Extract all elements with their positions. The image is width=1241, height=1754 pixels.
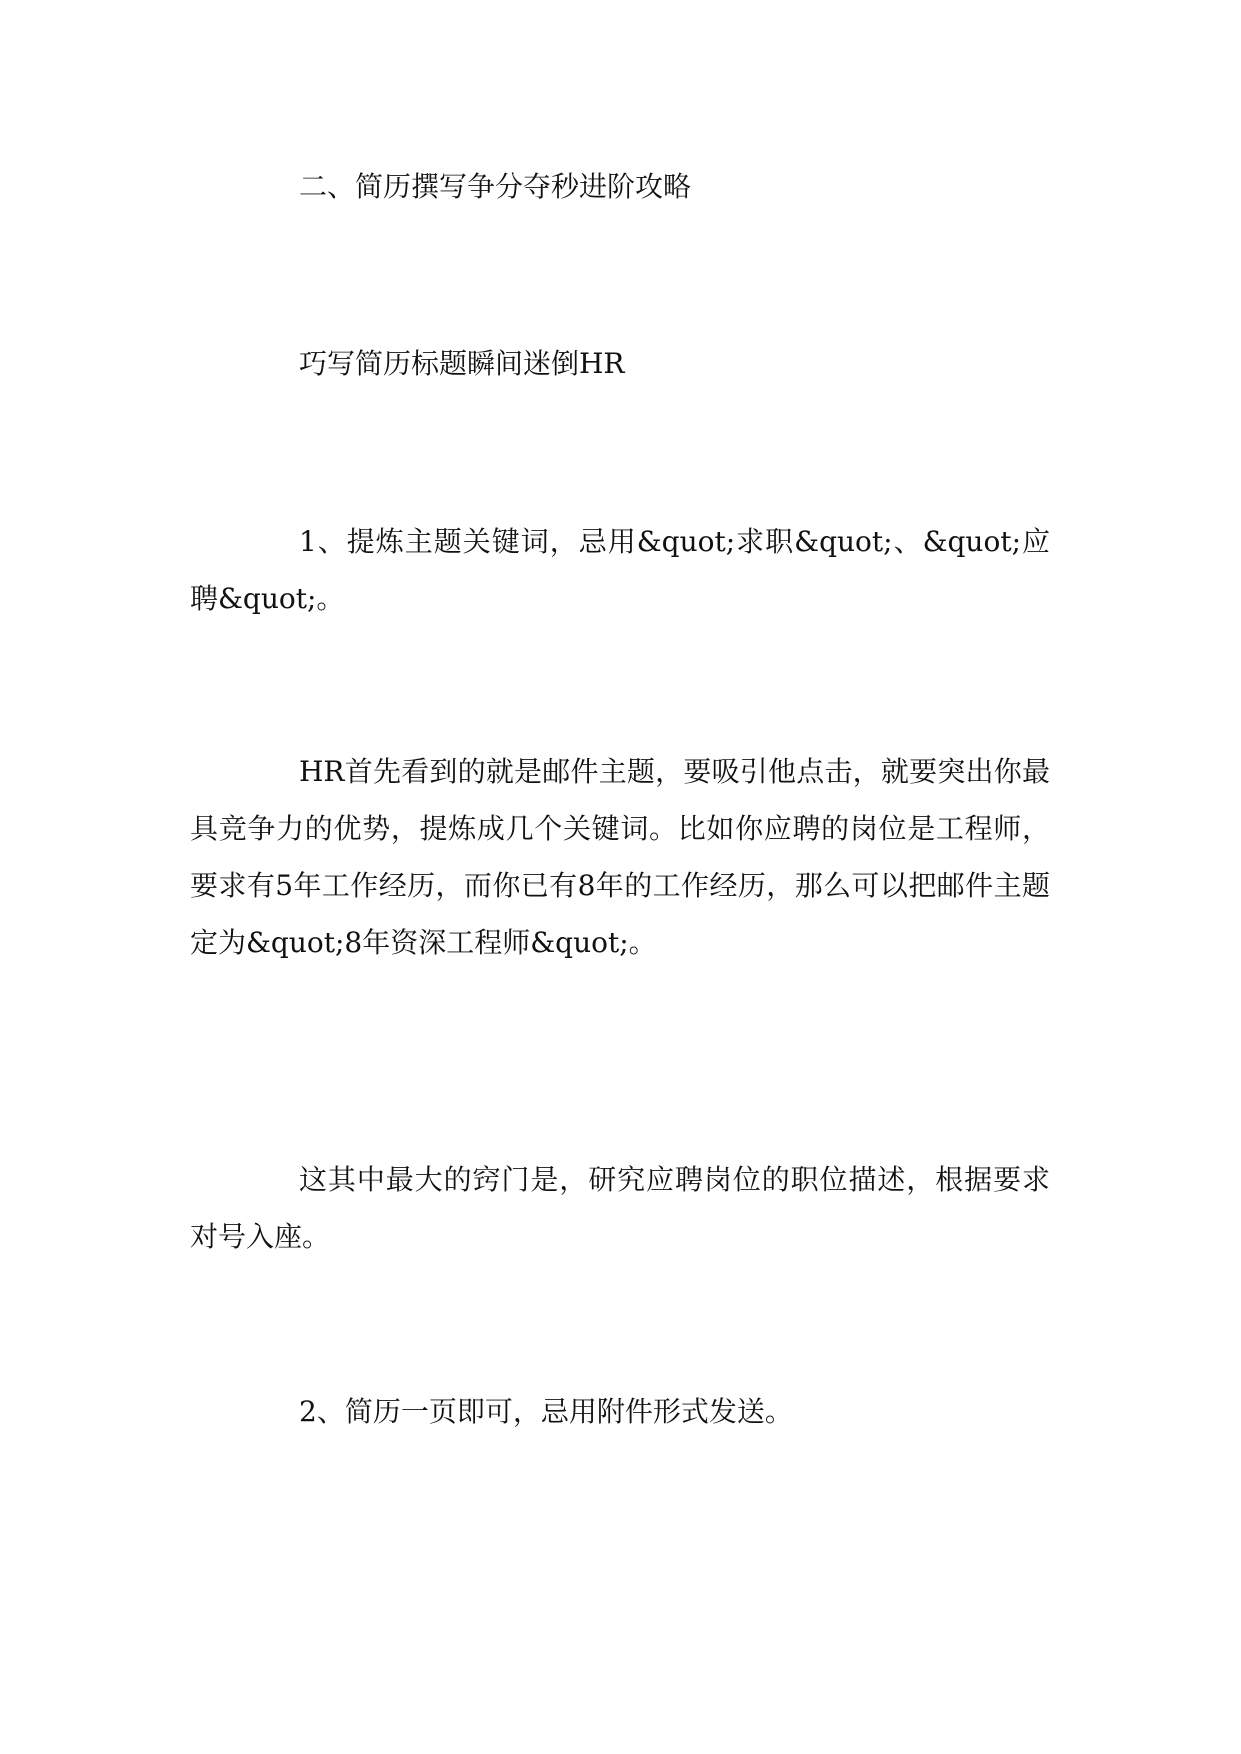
section-heading: 二、简历撰写争分夺秒进阶攻略 [299,170,692,203]
tip-1-note: 这其中最大的窍门是，研究应聘岗位的职位描述，根据要求对号入座。 [190,1163,1050,1253]
tip-1-body: HR首先看到的就是邮件主题，要吸引他点击，就要突出你最具竞争力的优势，提炼成几个关键词。比如你应聘的岗位是工程师，要求有5年工作经历，而你已有8年的工作经历，那么可以把邮件主题定为&quot;8年资深工程师&quot;。 [190,755,1050,959]
tip-2-title: 2、简历一页即可，忌用附件形式发送。 [299,1395,793,1428]
tip-1-title: 1、提炼主题关键词，忌用&quot;求职&quot;、&quot;应聘&quot;。 [190,525,1050,615]
subsection-heading: 巧写简历标题瞬间迷倒HR [299,347,625,380]
